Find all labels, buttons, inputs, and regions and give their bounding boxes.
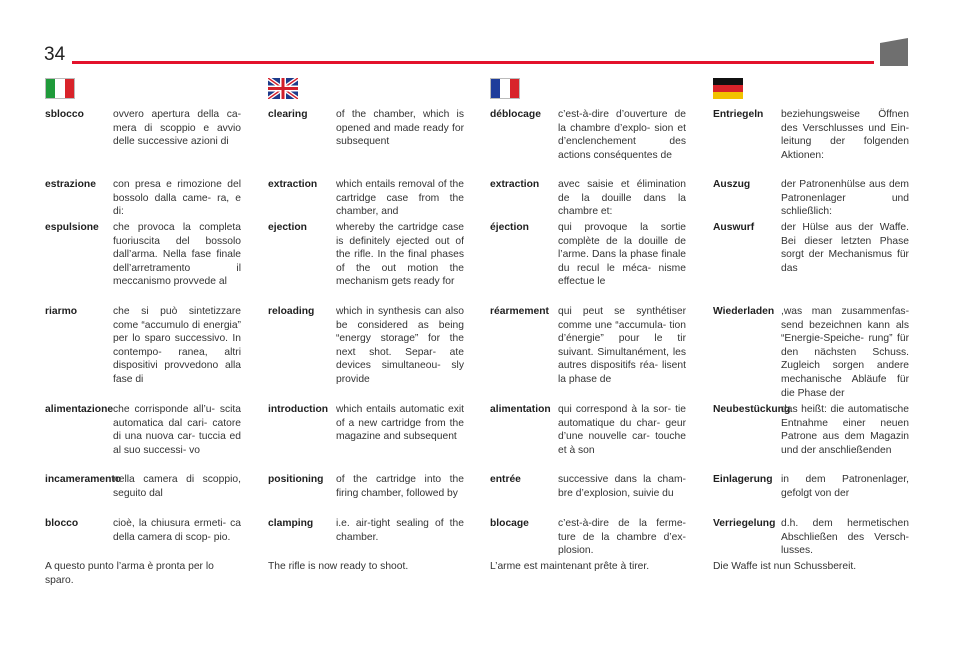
- ready-statement: Die Waffe ist nun Schussbereit.: [713, 561, 857, 572]
- entry-term: blocage: [490, 518, 529, 529]
- column-english: [268, 78, 465, 572]
- entry-term: Auswurf: [713, 222, 755, 233]
- entry-term: Verriegelung: [713, 518, 776, 529]
- entry-definition: nella camera di scoppio, seguito dal: [113, 474, 241, 499]
- ready-statement: A questo punto l’arma è pronta per lo sparo.: [45, 561, 214, 586]
- entry-definition: che provoca la completa fuoriuscita del bossolo dall’arma. Nella fase finale dell’arretramento il meccanismo provvede al: [113, 222, 241, 288]
- entry-term: ejection: [268, 222, 307, 233]
- entry-definition: which entails removal of the cartridge case from the chamber, and: [336, 179, 464, 218]
- entry-definition: avec saisie et élimination de la douille dans la chambre et:: [558, 179, 686, 218]
- header-rule: [72, 61, 874, 64]
- entry-definition: con presa e rimozione del bossolo dalla came- ra, e di:: [113, 179, 241, 218]
- entry-term: extraction: [490, 179, 540, 190]
- entry-definition: in dem Patronenlager, gefolgt von der: [781, 474, 909, 499]
- entry-definition: c’est-à-dire d’ouverture de la chambre d’explo- sion et d’enclenchement des actions conséquentes de: [558, 109, 686, 161]
- entry-term: espulsione: [45, 222, 99, 233]
- entry-term: Einlagerung: [713, 474, 773, 485]
- entry-definition: das heißt: die automatische Entnahme einer neuen Patrone aus dem Magazin und der anschließenden: [781, 404, 909, 456]
- column-french: [490, 78, 687, 572]
- entry-definition: ,was man zusammenfas- send bezeichnen kann als “Energie-Speiche- rung” für den nächsten Schuss. Zugleich sorgen andere mechanische Abläufe für die Phase der: [781, 306, 909, 399]
- germany-flag-icon: [713, 78, 743, 99]
- ready-statement: The rifle is now ready to shoot.: [268, 561, 409, 572]
- italy-flag-icon: [45, 78, 75, 99]
- entry-definition: cioè, la chiusura ermeti- ca della camera di scop- pio.: [113, 518, 241, 543]
- entry-definition: beziehungsweise Öffnen des Verschlusses und Ein- leitung der folgenden Aktionen:: [781, 109, 909, 161]
- entry-definition: whereby the cartridge case is definitely ejected out of the rifle. In the final phases of the out motion the mechanism gets ready for: [336, 222, 464, 288]
- entry-term: alimentation: [490, 404, 551, 415]
- entry-term: éjection: [490, 222, 529, 233]
- entry-term: positioning: [268, 474, 324, 485]
- entry-definition: qui provoque la sortie complète de la douille de l’arme. Dans la phase finale du recul le méca- nisme effectue le: [558, 222, 686, 288]
- entry-definition: qui correspond à la sor- tie automatique du char- geur d’une nouvelle car- touche et à son: [558, 404, 686, 456]
- page-number: 34: [44, 44, 66, 65]
- entry-term: Neubestückung: [713, 404, 791, 415]
- entry-term: déblocage: [490, 109, 541, 120]
- entry-term: sblocco: [45, 109, 84, 120]
- entry-definition: che si può sintetizzare come “accumulo di energia” per lo sparo successivo. In contempo- ranea, altri dispositivi provvedono alla fase di: [113, 306, 241, 385]
- entry-definition: ovvero apertura della ca- mera di scoppio e avvio delle successive azioni di: [113, 109, 241, 148]
- column-german: [713, 78, 910, 572]
- entry-definition: successive dans la cham- bre d’explosion, suivie du: [558, 474, 686, 499]
- entry-definition: c’est-à-dire de la ferme- ture de la chambre d’ex- plosion.: [558, 518, 686, 557]
- entry-term: incameramento: [45, 474, 122, 485]
- entry-definition: d.h. dem hermetischen Abschließen des Versch- lusses.: [781, 518, 909, 557]
- entry-term: estrazione: [45, 179, 96, 190]
- entry-definition: der Patronenhülse aus dem Patronenlager und schließlich:: [781, 179, 909, 218]
- entry-definition: of the chamber, which is opened and made ready for subsequent: [336, 109, 464, 148]
- uk-flag-icon: [268, 78, 298, 99]
- entry-definition: der Hülse aus der Waffe. Bei dieser letzten Phase sorgt der Mechanismus für das: [781, 222, 909, 274]
- entry-term: alimentazione: [45, 404, 114, 415]
- entry-definition: which in synthesis can also be considered as being “energy storage” for the next shot. Separ- ate devices simultaneou- sly provide: [336, 306, 464, 385]
- france-flag-icon: [490, 78, 520, 99]
- ready-statement: L’arme est maintenant prête à tirer.: [490, 561, 650, 572]
- entry-definition: che corrisponde all’u- scita automatica dal cari- catore di una nuova car- tuccia ed al suo successi- vo: [113, 404, 241, 456]
- column-italian: [45, 78, 242, 586]
- entry-term: Wiederladen: [713, 306, 775, 317]
- entry-term: Auszug: [713, 179, 751, 190]
- entry-term: introduction: [268, 404, 329, 415]
- entry-term: blocco: [45, 518, 79, 529]
- entry-term: extraction: [268, 179, 318, 190]
- entry-term: reloading: [268, 306, 315, 317]
- entry-definition: i.e. air-tight sealing of the chamber.: [336, 518, 464, 543]
- entry-term: Entriegeln: [713, 109, 764, 120]
- entry-definition: qui peut se synthétiser comme une “accumula- tion d’énergie” pour le tir suivant. Simultanément, les autres dispositifs réa- lisent la phase de: [558, 306, 686, 385]
- entry-definition: of the cartridge into the firing chamber, followed by: [336, 474, 464, 499]
- entry-term: riarmo: [45, 306, 78, 317]
- corner-tab: [880, 38, 908, 66]
- entry-term: réarmement: [490, 306, 549, 317]
- entry-definition: which entails automatic exit of a new cartridge from the magazine and subsequent: [336, 404, 464, 443]
- entry-term: clamping: [268, 518, 314, 529]
- entry-term: entrée: [490, 474, 521, 485]
- entry-term: clearing: [268, 109, 308, 120]
